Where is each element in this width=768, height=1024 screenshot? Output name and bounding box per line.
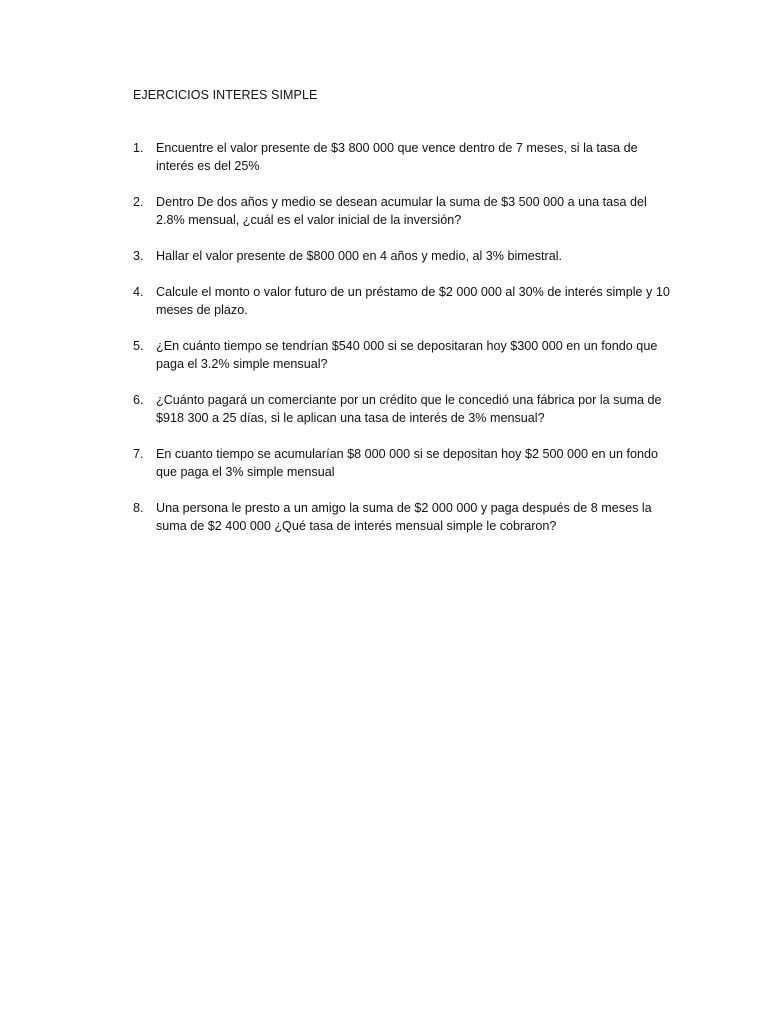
exercise-text: ¿En cuánto tiempo se tendrían $540 000 si se depositaran hoy $300 000 en un fondo que paga el 3.2% simple mensual? bbox=[156, 339, 658, 371]
exercise-item bbox=[133, 499, 673, 535]
exercise-number: 3. bbox=[133, 249, 144, 263]
exercise-text: Encuentre el valor presente de $3 800 000 que vence dentro de 7 meses, si la tasa de interés es del 25% bbox=[156, 141, 638, 173]
document-title: EJERCICIOS INTERES SIMPLE bbox=[133, 88, 318, 102]
exercise-item bbox=[133, 247, 673, 265]
exercise-number: 1. bbox=[133, 141, 144, 155]
exercise-item bbox=[133, 445, 673, 481]
exercise-text: En cuanto tiempo se acumularían $8 000 000 si se depositan hoy $2 500 000 en un fondo que paga el 3% simple mensual bbox=[156, 447, 659, 479]
exercise-number: 4. bbox=[133, 285, 144, 299]
exercise-text: Una persona le presto a un amigo la suma de $2 000 000 y paga después de 8 meses la suma de $2 400 000 ¿Qué tasa de interés mensual simple le cobraron? bbox=[156, 501, 652, 533]
exercise-text: Calcule el monto o valor futuro de un préstamo de $2 000 000 al 30% de interés simple y 10 meses de plazo. bbox=[156, 285, 670, 317]
exercise-item bbox=[133, 139, 673, 175]
exercise-number: 5. bbox=[133, 339, 144, 353]
exercise-number: 8. bbox=[133, 501, 144, 515]
exercise-item bbox=[133, 391, 673, 427]
exercise-item bbox=[133, 337, 673, 373]
exercise-list bbox=[133, 139, 673, 553]
exercise-item bbox=[133, 193, 673, 229]
exercise-number: 7. bbox=[133, 447, 144, 461]
exercise-text: ¿Cuánto pagará un comerciante por un crédito que le concedió una fábrica por la suma de $918 300 a 25 días, si le aplican una tasa de interés de 3% mensual? bbox=[156, 393, 662, 425]
exercise-text: Dentro De dos años y medio se desean acumular la suma de $3 500 000 a una tasa del 2.8% mensual, ¿cuál es el valor inicial de la inversión? bbox=[156, 195, 647, 227]
exercise-number: 2. bbox=[133, 195, 144, 209]
exercise-text: Hallar el valor presente de $800 000 en 4 años y medio, al 3% bimestral. bbox=[156, 249, 563, 263]
exercise-item bbox=[133, 283, 673, 319]
exercise-number: 6. bbox=[133, 393, 144, 407]
